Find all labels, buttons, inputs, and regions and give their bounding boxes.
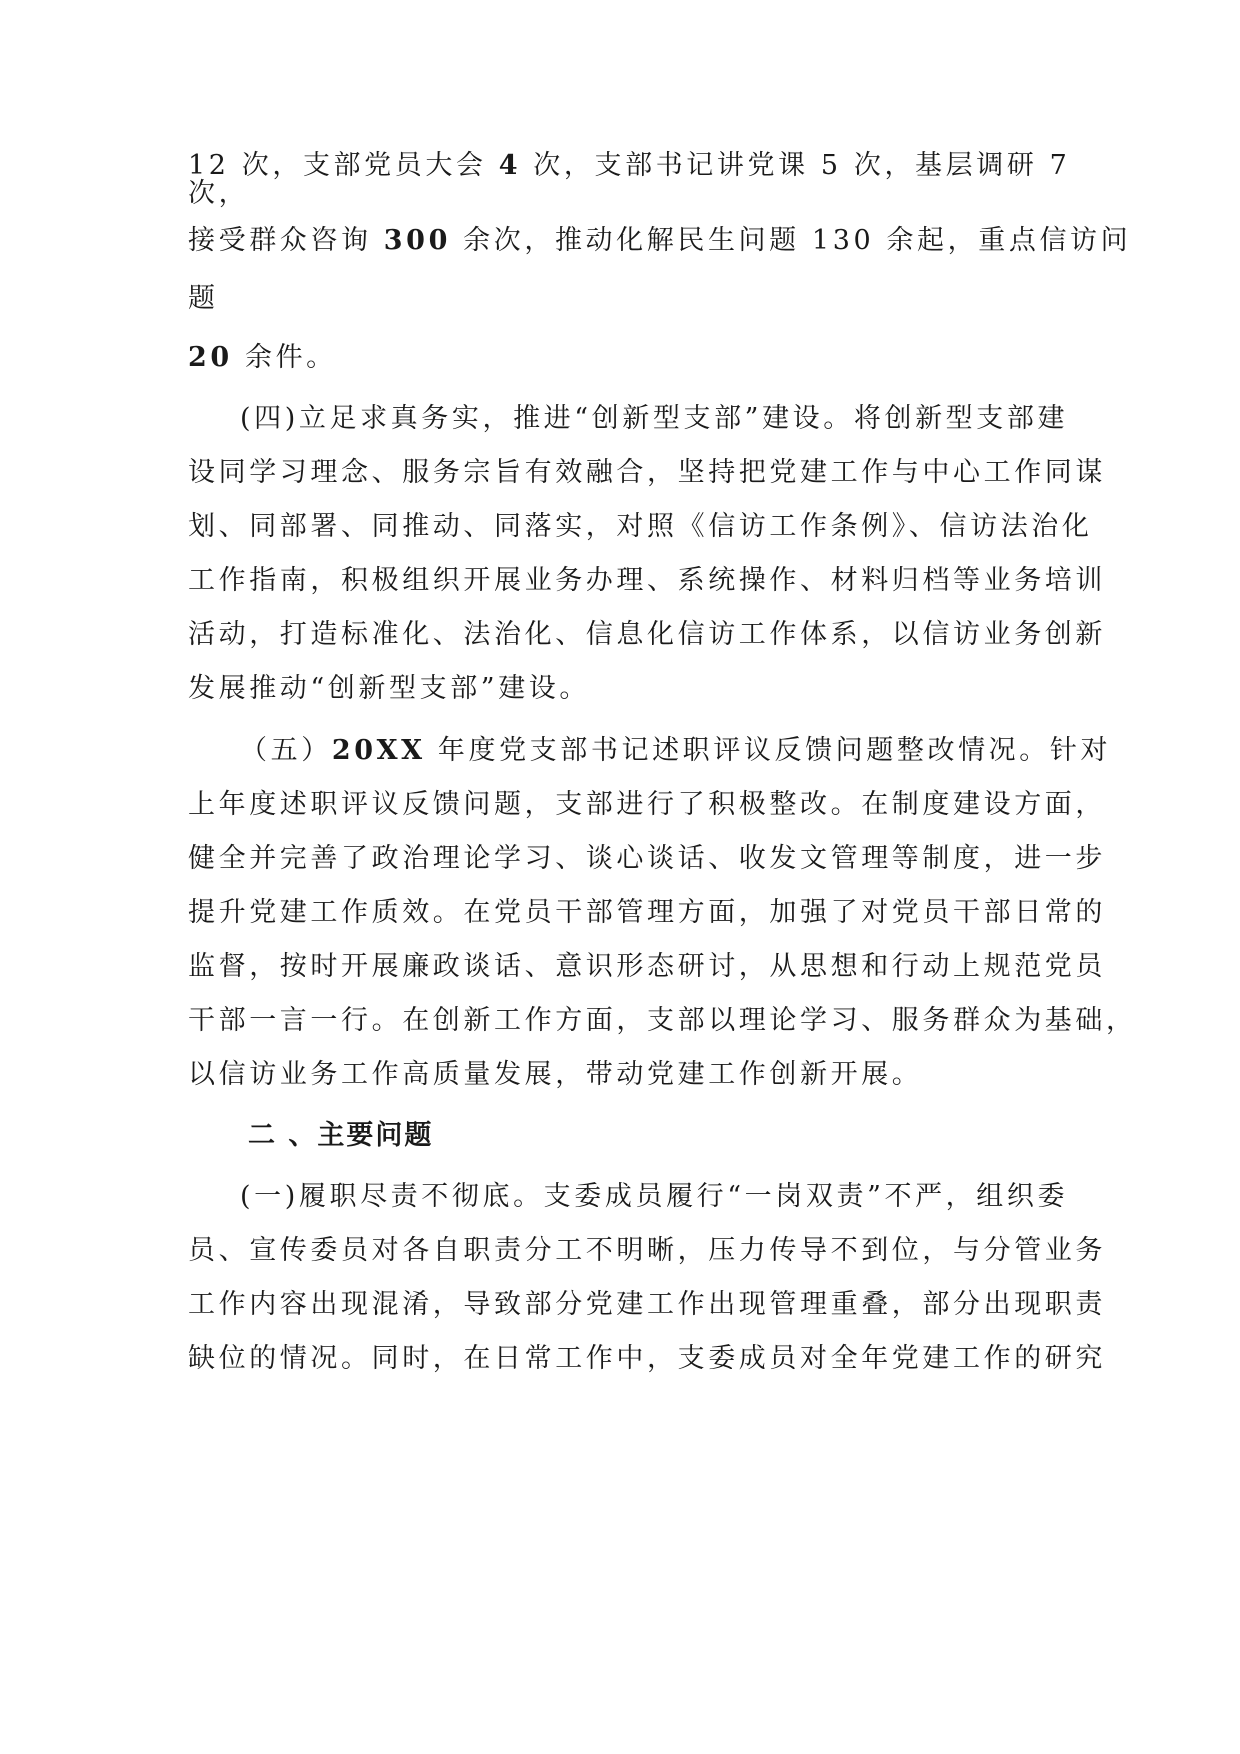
paragraph-line: 划、同部署、同推动、同落实，对照《信访工作条例》、信访法治化 bbox=[188, 511, 1093, 542]
paragraph-line bbox=[188, 225, 1131, 257]
paragraph-line: 设同学习理念、服务宗旨有效融合，坚持把党建工作与中心工作同谋 bbox=[188, 457, 1106, 488]
number-span: 4 bbox=[498, 150, 522, 181]
paragraph-line bbox=[188, 150, 1070, 182]
paragraph-line: 上年度述职评议反馈问题，支部进行了积极整改。在制度建设方面， bbox=[188, 789, 1106, 820]
text-span: 余件。 bbox=[232, 342, 337, 373]
paragraph-line: 工作指南，积极组织开展业务办理、系统操作、材料归档等业务培训 bbox=[188, 565, 1106, 596]
text-span: 接受群众咨询 bbox=[188, 225, 384, 256]
paragraph-line: 以信访业务工作高质量发展，带动党建工作创新开展。 bbox=[188, 1059, 923, 1090]
text-span: 余次，推动化解民生问题 130 余起，重点信访问 bbox=[450, 225, 1132, 256]
section-heading: 二 、主要问题 bbox=[248, 1120, 434, 1151]
paragraph-line: 发展推动“创新型支部”建设。 bbox=[188, 673, 591, 704]
paragraph-line: 活动，打造标准化、法治化、信息化信访工作体系，以信访业务创新 bbox=[188, 619, 1106, 650]
paragraph-line: 健全并完善了政治理论学习、谈心谈话、收发文管理等制度，进一步 bbox=[188, 843, 1106, 874]
paragraph-line bbox=[188, 342, 337, 374]
paragraph-line bbox=[240, 735, 1111, 767]
paragraph-line: (一)履职尽责不彻底。支委成员履行“一岗双责”不严，组织委 bbox=[240, 1181, 1069, 1212]
paragraph-line: 缺位的情况。同时，在日常工作中，支委成员对全年党建工作的研究 bbox=[188, 1343, 1106, 1374]
paragraph-line: 工作内容出现混淆，导致部分党建工作出现管理重叠，部分出现职责 bbox=[188, 1289, 1106, 1320]
paragraph-line: 员、宣传委员对各自职责分工不明晰，压力传导不到位，与分管业务 bbox=[188, 1235, 1106, 1266]
number-span: 20 bbox=[188, 342, 233, 373]
number-span: 300 bbox=[383, 225, 451, 256]
paragraph-line: 监督，按时开展廉政谈话、意识形态研讨，从思想和行动上规范党员 bbox=[188, 951, 1106, 982]
paragraph-line: 提升党建工作质效。在党员干部管理方面，加强了对党员干部日常的 bbox=[188, 897, 1106, 928]
text-span: 次，支部书记讲党课 5 次，基层调研 7 bbox=[521, 150, 1071, 181]
paragraph-line: (四)立足求真务实，推进“创新型支部”建设。将创新型支部建 bbox=[240, 403, 1069, 434]
text-span: 12 次，支部党员大会 bbox=[188, 150, 499, 181]
text-span: （五） bbox=[240, 735, 332, 766]
paragraph-line: 干部一言一行。在创新工作方面，支部以理论学习、服务群众为基础， bbox=[188, 1005, 1137, 1036]
number-span: 20XX bbox=[331, 735, 426, 766]
paragraph-line: 题 bbox=[188, 283, 219, 314]
text-span: 年度党支部书记述职评议反馈问题整改情况。针对 bbox=[425, 735, 1112, 766]
paragraph-line: 次， bbox=[188, 178, 250, 209]
